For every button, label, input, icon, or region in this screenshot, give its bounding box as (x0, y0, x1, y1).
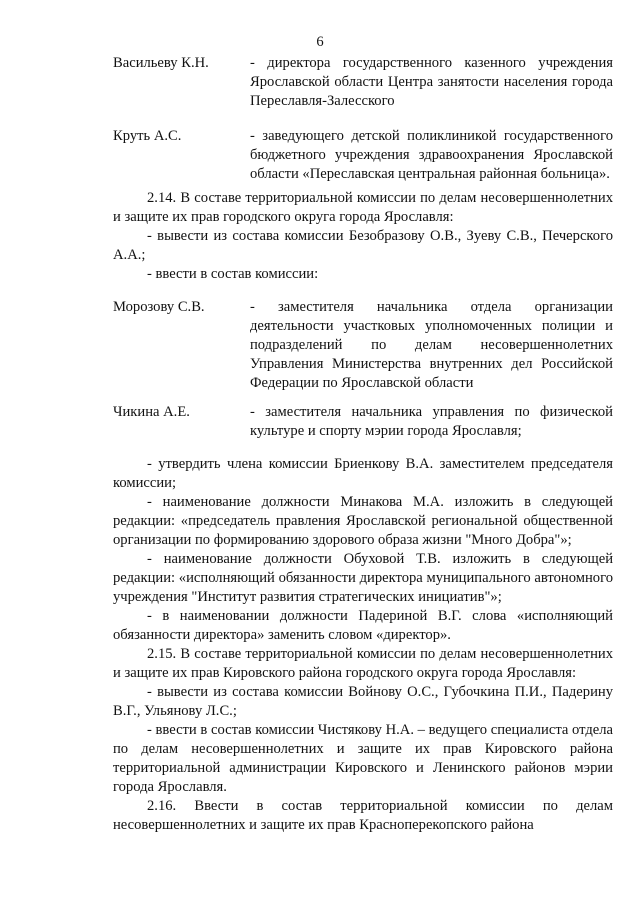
paragraph: - ввести в состав комиссии Чистякову Н.А. – ведущего специалиста отдела по делам несовершеннолетних и защите их прав Кировского района территориальной администрации Кировского и Ленинского районов мэрии города Ярославля. (113, 722, 613, 795)
paragraph: 2.15. В составе территориальной комиссии по делам несовершеннолетних и защите их прав Кировского района городского округа города Ярославля: (113, 646, 613, 681)
paragraph: - утвердить члена комиссии Бриенкову В.А. заместителем председателя комиссии; (113, 456, 613, 491)
paragraph: - вывести из состава комиссии Войнову О.С., Губочкина П.И., Падерину В.Г., Ульянову Л.С.; (113, 684, 613, 719)
member-name: Чикина А.Е. (113, 404, 190, 420)
member-name: Васильеву К.Н. (113, 55, 209, 71)
member-name: Круть А.С. (113, 128, 182, 144)
paragraph-group (113, 455, 613, 835)
paragraph-group (113, 189, 613, 284)
member-position: - директора государственного казенного учреждения Ярославской области Центра занятости населения города Переславля-Залесского (250, 55, 613, 109)
page-number: 6 (316, 34, 324, 50)
paragraph: - ввести в состав комиссии: (147, 266, 319, 282)
member-name: Морозову С.В. (113, 299, 205, 315)
paragraph: - наименование должности Обуховой Т.В. изложить в следующей редакции: «исполняющий обязанности директора муниципального автономного учреждения "Институт развития стратегических инициатив"»; (113, 551, 613, 605)
paragraph: 2.16. Ввести в состав территориальной комиссии по делам несовершеннолетних и защите их прав Красноперекопского района (113, 798, 613, 833)
paragraph: 2.14. В составе территориальной комиссии по делам несовершеннолетних и защите их прав городского округа города Ярославля: (113, 190, 613, 225)
paragraph: - вывести из состава комиссии Безобразову О.В., Зуеву С.В., Печерского А.А.; (113, 228, 613, 263)
paragraph: - наименование должности Минакова М.А. изложить в следующей редакции: «председатель правления Ярославской региональной общественной организации по формированию здорового образа жизни "Много Добра"»; (113, 494, 613, 548)
member-position: - заместителя начальника управления по физической культуре и спорту мэрии города Ярославля; (250, 404, 613, 439)
member-position: - заместителя начальника отдела организации деятельности участковых уполномоченных полиции и подразделений по делам несовершеннолетних Управления Министерства внутренних дел Российской Федерации по Ярославской области (250, 299, 613, 391)
paragraph: - в наименовании должности Падериной В.Г. слова «исполняющий обязанности директора» заменить словом «директор». (113, 608, 613, 643)
member-position: - заведующего детской поликлиникой государственного бюджетного учреждения здравоохранения Ярославской области «Переславская центральная районная больница». (250, 128, 613, 182)
